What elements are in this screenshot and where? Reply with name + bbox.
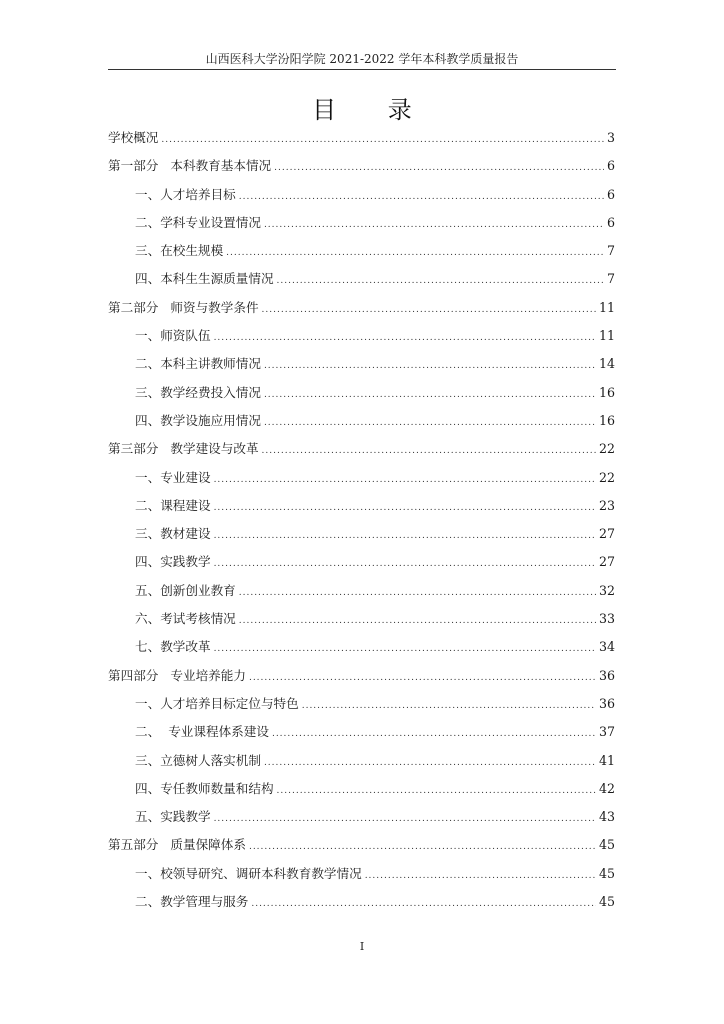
page-number: I	[359, 940, 365, 953]
dot-leader	[264, 418, 596, 428]
toc-entry-page[interactable]: 27	[598, 526, 615, 542]
dot-leader	[239, 616, 596, 626]
toc-entry-label[interactable]: 三、立德树人落实机制	[135, 752, 261, 768]
toc-entry[interactable]	[108, 325, 615, 353]
toc-entry-page[interactable]: 11	[598, 328, 615, 344]
toc-entry-label[interactable]: 一、师资队伍	[135, 328, 211, 344]
toc-entry-label[interactable]: 六、考试考核情况	[135, 611, 236, 627]
toc-entry[interactable]	[108, 636, 615, 664]
dot-leader	[262, 305, 596, 315]
toc-entry-page[interactable]: 42	[598, 780, 615, 796]
dot-leader	[277, 786, 596, 796]
dot-leader	[264, 758, 596, 768]
toc-entry-label[interactable]: 四、本科生生源质量情况	[135, 271, 274, 287]
toc-entry-label[interactable]: 一、专业建设	[135, 469, 211, 485]
toc-entry-label[interactable]: 五、创新创业教育	[135, 582, 236, 598]
toc-entry-page[interactable]: 14	[598, 356, 615, 372]
dot-leader	[226, 248, 604, 258]
toc-entry-page[interactable]: 37	[598, 724, 615, 740]
dot-leader	[214, 644, 596, 654]
toc-entry[interactable]	[108, 693, 615, 721]
toc-entry[interactable]	[108, 155, 615, 183]
toc-entry-label[interactable]: 第二部分 师资与教学条件	[108, 299, 259, 315]
toc-entry-label[interactable]: 二、学科专业设置情况	[135, 214, 261, 230]
toc-entry-page[interactable]: 7	[606, 243, 615, 259]
toc-entry[interactable]	[108, 353, 615, 381]
header-rule	[108, 69, 616, 70]
toc-entry-label[interactable]: 一、人才培养目标定位与特色	[135, 695, 299, 711]
toc-entry[interactable]	[108, 212, 615, 240]
toc-entry-page[interactable]: 45	[598, 837, 615, 853]
toc-entry-label[interactable]: 四、教学设施应用情况	[135, 412, 261, 428]
toc-entry-page[interactable]: 45	[598, 894, 615, 910]
toc-entry-label[interactable]: 二、本科主讲教师情况	[135, 356, 261, 372]
dot-leader	[264, 220, 604, 230]
dot-leader	[214, 559, 596, 569]
dot-leader	[277, 276, 604, 286]
toc-entry-label[interactable]: 第一部分 本科教育基本情况	[108, 158, 272, 174]
dot-leader	[249, 842, 596, 852]
dot-leader	[239, 192, 604, 202]
toc-entry-page[interactable]: 41	[598, 752, 615, 768]
toc-entry[interactable]	[108, 834, 615, 862]
toc-entry-label[interactable]: 五、实践教学	[135, 809, 211, 825]
toc-entry-label[interactable]: 三、教学经费投入情况	[135, 384, 261, 400]
toc-entry-page[interactable]: 6	[606, 186, 615, 202]
toc-entry[interactable]	[108, 665, 615, 693]
dot-leader	[365, 871, 596, 881]
dot-leader	[274, 163, 604, 173]
toc-entry[interactable]	[108, 268, 615, 296]
toc-entry-page[interactable]: 43	[598, 809, 615, 825]
toc-entry-label[interactable]: 学校概况	[108, 130, 159, 145]
toc-entry[interactable]	[108, 608, 615, 636]
toc-entry-page[interactable]: 45	[598, 865, 615, 881]
toc-entry-page[interactable]: 34	[598, 639, 615, 655]
toc-entry-label[interactable]: 四、实践教学	[135, 554, 211, 570]
toc-entry[interactable]	[108, 382, 615, 410]
toc-entry-label[interactable]: 三、教材建设	[135, 526, 211, 542]
toc-entry[interactable]	[108, 184, 615, 212]
toc-entry-page[interactable]: 6	[606, 158, 615, 174]
toc-entry-label[interactable]: 第五部分 质量保障体系	[108, 837, 246, 853]
dot-leader	[161, 135, 604, 145]
toc-entry[interactable]	[108, 127, 615, 155]
toc-entry[interactable]	[108, 438, 615, 466]
dot-leader	[214, 333, 596, 343]
toc-entry-label[interactable]: 二、课程建设	[135, 497, 211, 513]
toc-entry[interactable]	[108, 467, 615, 495]
toc-entry-label[interactable]: 二、教学管理与服务	[135, 894, 249, 910]
toc-entry[interactable]	[108, 297, 615, 325]
toc-entry-page[interactable]: 7	[606, 271, 615, 287]
toc-entry-label[interactable]: 一、校领导研究、调研本科教育教学情况	[135, 865, 362, 881]
toc-entry[interactable]	[108, 891, 615, 919]
dot-leader	[214, 531, 596, 541]
toc-entry-page[interactable]: 23	[598, 497, 615, 513]
toc-entry[interactable]	[108, 240, 615, 268]
toc-entry-page[interactable]: 3	[606, 130, 615, 145]
toc-entry[interactable]	[108, 410, 615, 438]
dot-leader	[214, 814, 596, 824]
dot-leader	[249, 673, 596, 683]
toc-entry-label[interactable]: 第四部分 专业培养能力	[108, 667, 246, 683]
toc-entry-page[interactable]: 16	[598, 384, 615, 400]
toc-entry[interactable]	[108, 778, 615, 806]
toc-entry[interactable]	[108, 523, 615, 551]
toc-entry-page[interactable]: 33	[598, 611, 615, 627]
toc-entry-page[interactable]: 36	[598, 695, 615, 711]
toc-entry-page[interactable]: 32	[598, 582, 615, 598]
toc-entry[interactable]	[108, 750, 615, 778]
toc-entry-label[interactable]: 三、在校生规模	[135, 243, 224, 259]
dot-leader	[214, 475, 596, 485]
toc-entry-label[interactable]: 七、教学改革	[135, 639, 211, 655]
toc-entry-page[interactable]: 22	[598, 469, 615, 485]
running-header: 山西医科大学汾阳学院 2021-2022 学年本科教学质量报告	[205, 52, 519, 66]
toc-entry[interactable]	[108, 806, 615, 834]
dot-leader	[264, 361, 596, 371]
dot-leader	[214, 503, 596, 513]
toc-entry-page[interactable]: 27	[598, 554, 615, 570]
toc-entry-page[interactable]: 6	[606, 214, 615, 230]
page-title: 目 录	[312, 96, 434, 124]
toc-entry-page[interactable]: 16	[598, 412, 615, 428]
toc-entry-label[interactable]: 二、 专业课程体系建设	[135, 724, 269, 740]
toc-entry[interactable]	[108, 863, 615, 891]
toc-entry-page[interactable]: 22	[598, 441, 615, 457]
dot-leader	[302, 701, 596, 711]
dot-leader	[251, 899, 596, 909]
table-of-contents	[108, 127, 615, 919]
toc-entry-label[interactable]: 四、专任教师数量和结构	[135, 780, 274, 796]
dot-leader	[262, 446, 596, 456]
toc-entry[interactable]	[108, 551, 615, 579]
toc-entry[interactable]	[108, 580, 615, 608]
toc-entry-page[interactable]: 36	[598, 667, 615, 683]
toc-entry[interactable]	[108, 495, 615, 523]
dot-leader	[239, 588, 596, 598]
dot-leader	[264, 390, 596, 400]
dot-leader	[272, 729, 596, 739]
toc-entry-label[interactable]: 一、人才培养目标	[135, 186, 236, 202]
toc-entry-label[interactable]: 第三部分 教学建设与改革	[108, 441, 259, 457]
toc-entry[interactable]	[108, 721, 615, 749]
toc-entry-page[interactable]: 11	[598, 299, 615, 315]
